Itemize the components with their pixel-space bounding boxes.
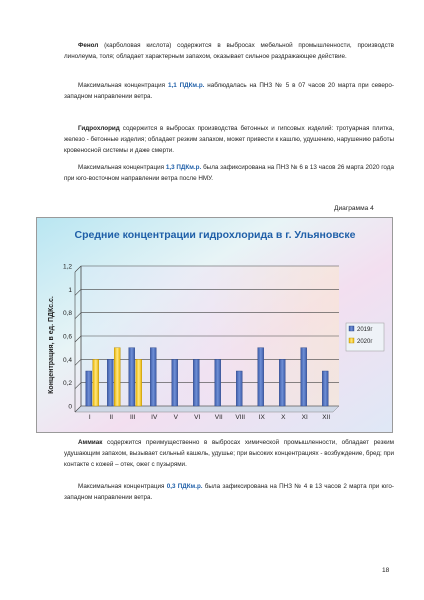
ammonia-max-paragraph	[64, 481, 394, 503]
hcl-term: Гидрохлорид	[78, 125, 120, 132]
plot-floor	[75, 406, 339, 412]
hcl-chart	[36, 217, 393, 433]
y-tick-label: 0,6	[62, 333, 72, 341]
x-tick-label: IX	[258, 414, 265, 421]
bar-2019	[172, 359, 178, 406]
bar-2019	[129, 348, 135, 406]
phenol-max-value: 1,1 ПДКм.р.	[167, 82, 205, 89]
x-tick-label: V	[173, 414, 178, 421]
y-tick-label: 0,8	[62, 310, 72, 318]
ammonia-paragraph	[64, 437, 394, 470]
bar-2019	[322, 371, 328, 406]
bar-2019	[258, 348, 264, 406]
y-tick-label: 0,2	[62, 380, 72, 388]
chart-ylabel: Концентрация, в ед. ПДКс.с.	[48, 296, 55, 394]
phenol-term: Фенол	[78, 42, 99, 49]
bar-2020	[136, 359, 142, 406]
y-tick-label: 1	[68, 286, 72, 294]
y-tick-label: 1,2	[62, 263, 72, 271]
legend-label: 2020г	[357, 339, 373, 345]
legend-label: 2019г	[357, 327, 373, 333]
hcl-max-before: Максимальная концентрация	[78, 164, 166, 171]
hcl-max-paragraph	[64, 162, 394, 184]
ammonia-text: содержится преимущественно в выбросах химической промышленности, обладает резким удушающим запахом, вызывает сильный кашель, удушье; при высоких концентрациях - возбуждение, бред; при контакте с кожей – отек, ожег с пузырями.	[64, 439, 394, 468]
bar-2019	[150, 348, 156, 406]
page-number: 18	[382, 567, 390, 574]
chart-svg	[37, 218, 392, 432]
diagram-label: Диаграмма 4	[334, 205, 374, 212]
phenol-text: (карболовая кислота) содержится в выбросах мебельной промышленности, производств линолеума, толя; обладает характерным запахом, оказывает сильное раздражающее действие.	[64, 42, 394, 60]
bar-2019	[215, 359, 221, 406]
bar-2020	[93, 359, 99, 406]
x-tick-label: III	[130, 414, 136, 421]
bar-2019	[279, 359, 285, 406]
legend-swatch	[349, 326, 354, 331]
phenol-max-before: Максимальная концентрация	[78, 82, 168, 89]
x-tick-label: VII	[214, 414, 223, 421]
bar-2019	[301, 348, 307, 406]
y-tick-label: 0	[68, 403, 72, 411]
ammonia-max-before: Максимальная концентрация	[78, 483, 167, 490]
x-tick-label: XII	[322, 414, 331, 421]
x-tick-label: II	[109, 414, 114, 421]
hcl-text: содержится в выбросах производства бетонных и гипсовых изделий: тротуарная плитка, железо - бетонные изделия; обладает резким запахом, может привести к кашлю, удушению, нарушению работы кровеносной системы и даже смерти.	[64, 125, 394, 154]
phenol-max-paragraph	[64, 80, 394, 102]
hcl-max-value: 1,3 ПДКм.р.	[165, 164, 202, 171]
x-tick-label: VIII	[235, 414, 246, 421]
bar-2020	[114, 348, 120, 406]
bar-2019	[236, 371, 242, 406]
ammonia-max-after: была зафиксирована на ПНЗ № 4 в 13 часов 2 марта при юго-западном направлении ветра.	[64, 483, 394, 501]
y-tick-label: 0,4	[62, 356, 72, 364]
hcl-max-after: была зафиксирована на ПНЗ № 6 в 13 часов 26 марта 2020 года при юго-восточном направлении ветра после НМУ.	[64, 164, 394, 182]
x-tick-label: IV	[151, 414, 158, 421]
ammonia-term: Аммиак	[78, 439, 103, 446]
phenol-paragraph	[64, 40, 394, 62]
phenol-max-after: наблюдалась на ПНЗ № 5 в 07 часов 20 марта при северо-западном направлении ветра.	[64, 82, 394, 100]
ammonia-max-value: 0,3 ПДКм.р.	[166, 483, 203, 490]
legend-swatch	[349, 338, 354, 343]
bar-2019	[86, 371, 92, 406]
chart-title: Средние концентрации гидрохлорида в г. Ульяновске	[74, 229, 356, 241]
bar-2019	[107, 359, 113, 406]
bar-2019	[193, 359, 199, 406]
x-tick-label: X	[281, 414, 286, 421]
x-tick-label: I	[88, 414, 91, 421]
x-tick-label: XI	[301, 414, 308, 421]
hcl-paragraph	[64, 123, 394, 156]
x-tick-label: VI	[194, 414, 201, 421]
